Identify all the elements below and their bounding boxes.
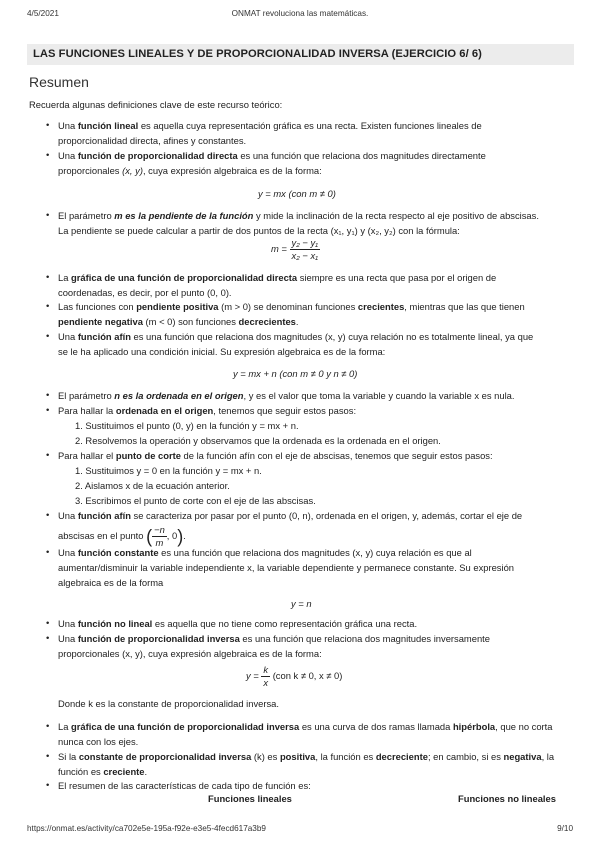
formula-direct: y = mx (con m ≠ 0)	[258, 188, 336, 199]
step-item: 1. Sustituimos y = 0 en la función y = mx + n.	[75, 465, 262, 476]
bullet-dot: •	[46, 450, 50, 461]
bullet-dot: •	[46, 272, 50, 283]
page-header-date: 4/5/2021	[27, 9, 59, 18]
step-item: 3. Escribimos el punto de corte con el eje de las abscisas.	[75, 495, 316, 506]
list-item-line: La pendiente se puede calcular a partir de dos puntos de la recta (x₁, y₁) y (x₂, y₂) con la fórmula:	[58, 225, 460, 236]
list-item: La gráfica de una función de proporcionalidad directa siempre es una recta que pasa por el origen de	[58, 272, 497, 283]
bullet-dot: •	[46, 721, 50, 732]
intro-text: Recuerda algunas definiciones clave de este recurso teórico:	[29, 99, 283, 110]
list-item-line: aumentar/disminuir la variable independiente x, la variable dependiente y permanece constante. Su expresión	[58, 562, 515, 573]
list-item: El resumen de las características de cada tipo de función es:	[58, 780, 311, 791]
list-item-line: nunca con los ejes.	[58, 736, 139, 747]
list-item: Una función de proporcionalidad directa es una función que relaciona dos magnitudes directamente	[58, 150, 486, 161]
list-item-line: proporcionales (x, y), cuya expresión algebraica es de la forma:	[58, 165, 322, 176]
bullet-dot: •	[46, 210, 50, 221]
list-item: Una función constante es una función que relaciona dos magnitudes (x, y) cuya relación es que al	[58, 547, 472, 558]
bullet-dot: •	[46, 618, 50, 629]
list-item: Si la constante de proporcionalidad inversa (k) es positiva, la función es decreciente; en cambio, si es negativa, la	[58, 751, 555, 762]
formula-inverse: y = $\frac{k}{x}$ (con k ≠ 0, x ≠ 0)	[246, 664, 343, 688]
step-item: 1. Sustituimos el punto (0, y) en la función y = mx + n.	[75, 420, 299, 431]
exercise-title-bar	[27, 44, 574, 65]
list-item: Las funciones con pendiente positiva (m > 0) se denominan funciones crecientes, mientras que las que tienen	[58, 301, 525, 312]
bullet-dot: •	[46, 547, 50, 558]
formula-affine: y = mx + n (con m ≠ 0 y n ≠ 0)	[233, 368, 358, 379]
bullet-dot: •	[46, 150, 50, 161]
bullet-dot: •	[46, 510, 50, 521]
list-item: Una función de proporcionalidad inversa es una función que relaciona dos magnitudes inversamente	[58, 633, 490, 644]
exercise-title: LAS FUNCIONES LINEALES Y DE PROPORCIONALIDAD INVERSA (EJERCICIO 6/ 6)	[33, 48, 482, 60]
list-item-line: se le ha aplicado una condición inicial. Su expresión algebraica es de la forma:	[58, 346, 386, 357]
table-header-linear: Funciones lineales	[208, 793, 292, 804]
list-item-line: proporcionales (x, y), cuya expresión algebraica es de la forma:	[58, 648, 322, 659]
list-item: Para hallar la ordenada en el origen, tenemos que seguir estos pasos:	[58, 405, 357, 416]
list-item: Una función lineal es aquella cuya representación gráfica es una recta. Existen funciones lineales de	[58, 120, 482, 131]
list-item-note: Donde k es la constante de proporcionalidad inversa.	[58, 698, 279, 709]
list-item: Una función afín se caracteriza por pasar por el punto (0, n), ordenada en el origen, y, además, cortar el eje de	[58, 510, 523, 521]
bullet-dot: •	[46, 301, 50, 312]
list-item: Para hallar el punto de corte de la función afín con el eje de abscisas, tenemos que seguir estos pasos:	[58, 450, 493, 461]
list-item-line: algebraica es de la forma	[58, 577, 164, 588]
bullet-dot: •	[46, 633, 50, 644]
bullet-dot: •	[46, 331, 50, 342]
bullet-dot: •	[46, 751, 50, 762]
step-item: 2. Aislamos x de la ecuación anterior.	[75, 480, 230, 491]
list-item-line: función es creciente.	[58, 766, 148, 777]
step-item: 2. Resolvemos la operación y observamos que la ordenada es la ordenada en el origen.	[75, 435, 441, 446]
bullet-dot: •	[46, 120, 50, 131]
bullet-dot: •	[46, 405, 50, 416]
table-header-nonlinear: Funciones no lineales	[458, 793, 556, 804]
list-item: Una función no lineal es aquella que no tiene como representación gráfica una recta.	[58, 618, 418, 629]
bullet-dot: •	[46, 390, 50, 401]
footer-page-number: 9/10	[557, 824, 573, 833]
formula-slope: m = $\frac{\text{y₂ − y₁}}{\text{x₂ − x₁}}$	[271, 237, 319, 261]
formula-constant: y = n	[291, 598, 312, 609]
bullet-dot: •	[46, 780, 50, 791]
page-header-title: ONMAT revoluciona las matemáticas.	[231, 9, 369, 18]
list-item-line: abscisas en el punto ( $\frac{-n}{m}$ , 0).	[58, 524, 186, 549]
list-item: El parámetro n es la ordenada en el origen, y es el valor que toma la variable y cuando la variable x es nula.	[58, 390, 515, 401]
list-item: El parámetro m es la pendiente de la función y mide la inclinación de la recta respecto al eje positivo de abscisas.	[58, 210, 539, 221]
list-item-line: proporcionalidad directa, afines y constantes.	[58, 135, 247, 146]
footer-url: https://onmat.es/activity/ca702e5e-195a-f92e-e3e5-4fecd617a3b9	[27, 824, 266, 833]
list-item: La gráfica de una función de proporcionalidad inversa es una curva de dos ramas llamada hipérbola, que no corta	[58, 721, 553, 732]
list-item-line: pendiente negativa (m < 0) son funciones decrecientes.	[58, 316, 299, 327]
section-title: Resumen	[29, 74, 89, 90]
list-item: Una función afín es una función que relaciona dos magnitudes (x, y) cuya relación no es totalmente lineal, ya que	[58, 331, 534, 342]
list-item-line: coordenadas, es decir, por el punto (0, 0).	[58, 287, 232, 298]
